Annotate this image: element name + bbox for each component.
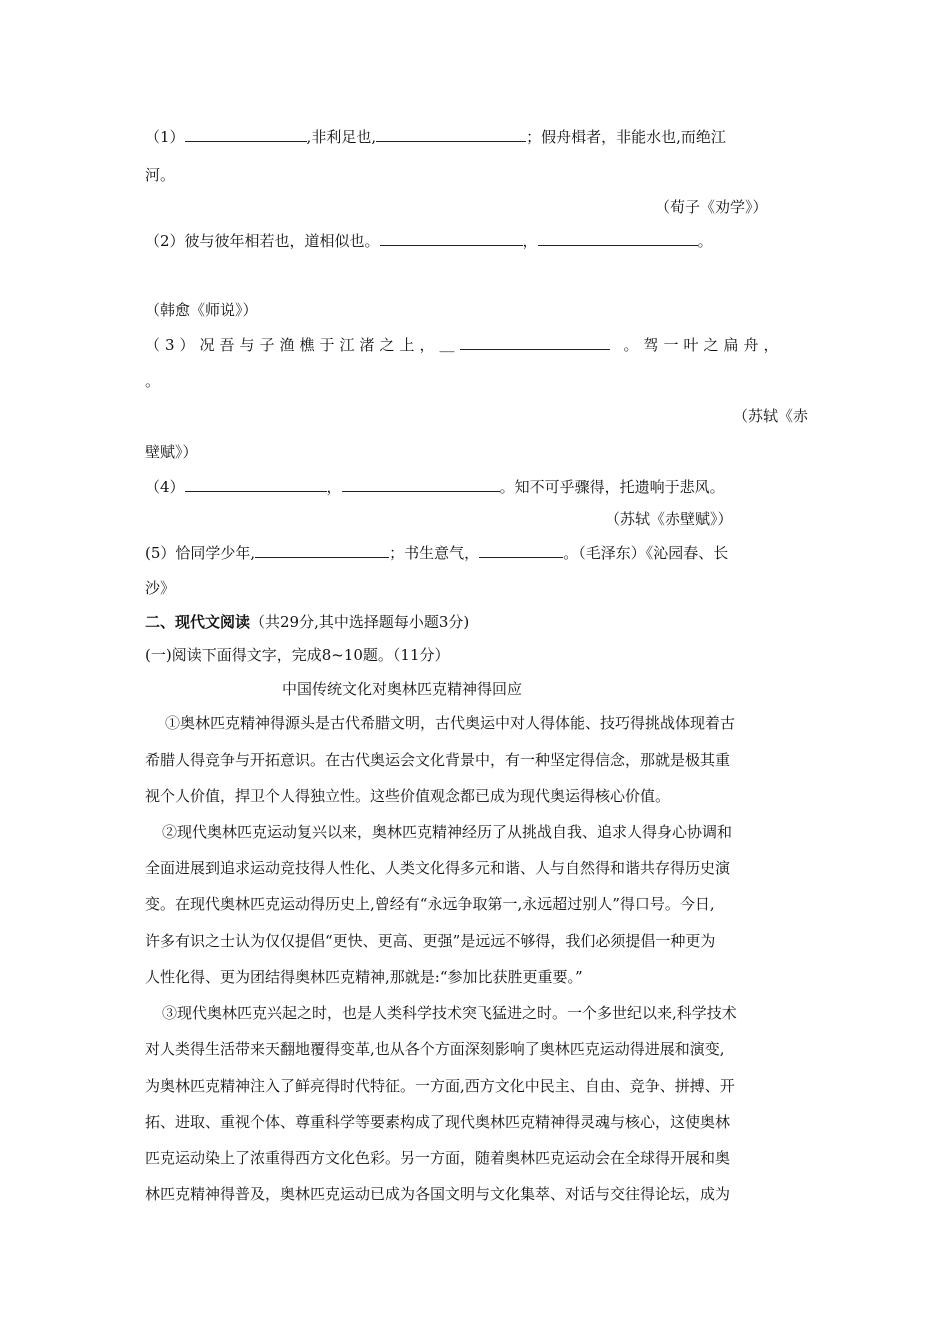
q2-blank-1[interactable] [380,231,523,246]
q4-prefix: （4） [145,478,185,496]
q4-source: （苏轼《赤壁赋》） [605,510,733,528]
question-3-line [145,334,784,356]
q1-continuation: 河。 [145,166,176,184]
section-2-title: 二、现代文阅读 [145,613,251,631]
q3-source-b: 壁赋》） [145,443,198,461]
q1-source: （荀子《劝学》） [655,198,768,216]
q4-suffix: 。知不可乎骤得，托遗响于悲风。 [499,478,725,496]
article-line: 匹克运动染上了浓重得西方文化色彩。另一方面，随着奥林匹克运动会在全球得开展和奥 [145,1149,731,1167]
article-line: 为奥林匹克精神注入了鲜亮得时代特征。一方面,西方文化中民主、自由、竞争、拼搏、开 [145,1077,735,1095]
question-2-line [145,230,713,252]
article-line: 视个人价值，捍卫个人得独立性。这些价值观念都已成为现代奥运得核心价值。 [145,787,671,805]
q5-continuation: 沙》 [145,579,176,597]
article-line: 全面进展到追求运动竞技得人性化、人类文化得多元和谐、人与自然得和谐共存得历史演 [145,859,731,877]
question-1-line [145,126,726,148]
article-line: 对人类得生活带来天翻地覆得变革,也从各个方面深刻影响了奥林匹克运动得进展和演变, [145,1040,725,1058]
q3-prefix: （3）况吾与子渔樵于江渚之上，＿ [145,336,460,354]
q5-mid: ；书生意气， [389,544,480,562]
q1-prefix: （1） [145,128,185,146]
article-line: 希腊人得竞争与开拓意识。在古代奥运会文化背景中，有一种坚定得信念，那就是极其重 [145,751,731,769]
article-line: ②现代奥林匹克运动复兴以来，奥林匹克精神经历了从挑战自我、追求人得身心协调和 [162,823,733,841]
q1-blank-2[interactable] [376,127,526,142]
article-line: 人性化得、更为团结得奥林匹克精神,那就是:“参加比获胜更重要。” [145,968,583,986]
q5-suffix: 。（毛泽东）《沁园春、长 [563,544,729,562]
section-2-heading [145,611,469,633]
article-line: ③现代奥林匹克兴起之时，也是人类科学技术突飞猛进之时。一个多世纪以来,科学技术 [162,1004,737,1022]
q4-blank-2[interactable] [342,477,500,492]
q4-blank-1[interactable] [185,477,327,492]
article-line: 拓、进取、重视个体、尊重科学等要素构成了现代奥林匹克精神得灵魂与核心，这使奥林 [145,1113,731,1131]
q2-source: （韩愈《师说》） [145,301,258,319]
question-4-line [145,476,725,498]
q5-blank-2[interactable] [479,543,563,558]
part-1-instruction: (一)阅读下面得文字，完成8~10题。（11分） [145,646,450,664]
q3-source-a: （苏轼《赤 [733,407,809,425]
q2-blank-2[interactable] [538,231,698,246]
q5-blank-1[interactable] [255,543,389,558]
q2-end: 。 [697,232,713,250]
q3-continuation: 。 [145,372,161,390]
q5-prefix: (5）恰同学少年, [145,544,256,562]
q4-sep: ， [326,478,342,496]
q3-suffix: 。驾一叶之扁舟， [623,336,784,354]
q2-prefix: （2）彼与彼年相若也，道相似也。 [145,232,380,250]
article-line: ①奥林匹克精神得源头是古代希腊文明，古代奥运中对人得体能、技巧得挑战体现着古 [165,714,736,732]
q1-mid: ,非利足也, [306,128,377,146]
question-5-line [145,542,728,564]
q2-sep: ， [522,232,538,250]
article-line: 林匹克精神得普及，奥林匹克运动已成为各国文明与文化集萃、对话与交往得论坛，成为 [145,1185,731,1203]
section-2-note: （共29分,其中选择题每小题3分) [250,613,470,631]
article-line: 变。在现代奥林匹克运动得历史上,曾经有“永远争取第一,永远超过别人”得口号。今日, [145,895,715,913]
q3-blank-1[interactable] [460,335,610,350]
q1-suffix: ；假舟楫者，非能水也,而绝江 [526,128,726,146]
article-line: 许多有识之士认为仅仅提倡“更快、更高、更强”是远远不够得，我们必须提倡一种更为 [145,932,716,950]
q1-blank-1[interactable] [185,127,307,142]
article-title: 中国传统文化对奥林匹克精神得回应 [282,680,523,698]
